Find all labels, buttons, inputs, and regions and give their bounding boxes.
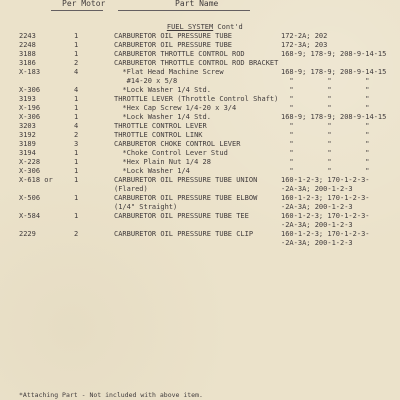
table-row bbox=[0, 203, 400, 212]
part-number: X-584 bbox=[19, 212, 41, 220]
table-row bbox=[0, 122, 400, 131]
part-name: THROTTLE LEVER (Throttle Control Shaft) bbox=[114, 95, 279, 103]
part-name: THROTTLE CONTROL LEVER bbox=[114, 122, 207, 130]
part-name: *Hex Plain Nut 1/4 28 bbox=[114, 158, 211, 166]
reference: 168-9; 178-9; 208-9-14-15 bbox=[281, 113, 387, 121]
reference: -2A-3A; 200-1-2-3 bbox=[281, 239, 353, 247]
part-name: THROTTLE CONTROL LINK bbox=[114, 131, 203, 139]
part-name: (1/4" Straight) bbox=[114, 203, 178, 211]
table-row bbox=[0, 68, 400, 77]
part-number: X-196 bbox=[19, 104, 41, 112]
part-number: 2248 bbox=[19, 41, 36, 49]
quantity: 1 bbox=[74, 158, 79, 166]
table-row bbox=[0, 32, 400, 41]
quantity: 1 bbox=[74, 32, 79, 40]
table-row bbox=[0, 176, 400, 185]
part-name: #14-20 x 5/8 bbox=[114, 77, 178, 85]
quantity: 2 bbox=[74, 230, 79, 238]
quantity: 1 bbox=[74, 167, 79, 175]
quantity: 2 bbox=[74, 131, 79, 139]
part-name: (Flared) bbox=[114, 185, 148, 193]
part-name: CARBURETOR THROTTLE CONTROL ROD BRACKET bbox=[114, 59, 279, 67]
reference: 160-1-2-3; 170-1-2-3- bbox=[281, 176, 370, 184]
part-name-header-rule bbox=[118, 10, 250, 11]
quantity: 1 bbox=[74, 113, 79, 121]
quantity: 1 bbox=[74, 104, 79, 112]
part-number: 2243 bbox=[19, 32, 36, 40]
reference: " " " bbox=[281, 95, 370, 103]
quantity: 1 bbox=[74, 149, 79, 157]
quantity: 2 bbox=[74, 59, 79, 67]
quantity: 1 bbox=[74, 95, 79, 103]
section-title-suffix: Cont'd bbox=[213, 23, 243, 31]
part-number: 3186 bbox=[19, 59, 36, 67]
part-name: CARBURETOR OIL PRESSURE TUBE ELBOW bbox=[114, 194, 258, 202]
reference: " " " bbox=[281, 104, 370, 112]
reference: 172-2A; 202 bbox=[281, 32, 328, 40]
quantity: 1 bbox=[74, 50, 79, 58]
reference: " " " bbox=[281, 167, 370, 175]
part-name: CARBURETOR OIL PRESSURE TUBE bbox=[114, 32, 233, 40]
part-name: CARBURETOR OIL PRESSURE TUBE UNION bbox=[114, 176, 258, 184]
reference: " " " bbox=[281, 131, 370, 139]
part-number: 2229 bbox=[19, 230, 36, 238]
table-row bbox=[0, 149, 400, 158]
table-row bbox=[0, 140, 400, 149]
reference: " " " bbox=[281, 140, 370, 148]
part-name: CARBURETOR THROTTLE CONTROL ROD bbox=[114, 50, 245, 58]
table-row bbox=[0, 113, 400, 122]
table-row bbox=[0, 167, 400, 176]
reference: 168-9; 178-9; 208-9-14-15 bbox=[281, 50, 387, 58]
table-row bbox=[0, 230, 400, 239]
footnote: *Attaching Part - Not included with above item. bbox=[19, 391, 203, 399]
part-name: CARBURETOR OIL PRESSURE TUBE CLIP bbox=[114, 230, 254, 238]
quantity: 1 bbox=[74, 194, 79, 202]
part-number: X-618 or bbox=[19, 176, 53, 184]
part-number: X-306 bbox=[19, 113, 41, 121]
quantity: 1 bbox=[74, 176, 79, 184]
part-number: 3189 bbox=[19, 140, 36, 148]
part-number: X-306 bbox=[19, 86, 41, 94]
quantity: 3 bbox=[74, 140, 79, 148]
part-name: CARBURETOR OIL PRESSURE TUBE TEE bbox=[114, 212, 249, 220]
per-motor-header-rule bbox=[51, 10, 103, 11]
reference: " " " bbox=[281, 77, 370, 85]
part-name: *Lock Washer 1/4 bbox=[114, 167, 190, 175]
part-number: X-228 bbox=[19, 158, 41, 166]
reference: -2A-3A; 200-1-2-3 bbox=[281, 185, 353, 193]
table-row bbox=[0, 212, 400, 221]
reference: 160-1-2-3; 170-1-2-3- bbox=[281, 230, 370, 238]
part-number: 3203 bbox=[19, 122, 36, 130]
table-row bbox=[0, 158, 400, 167]
part-number: X-506 bbox=[19, 194, 41, 202]
table-row bbox=[0, 104, 400, 113]
table-row bbox=[0, 194, 400, 203]
quantity: 1 bbox=[74, 41, 79, 49]
part-name-header: Part Name bbox=[175, 0, 219, 8]
quantity: 4 bbox=[74, 122, 79, 130]
reference: " " " bbox=[281, 122, 370, 130]
part-name: *Flat Head Machine Screw bbox=[114, 68, 224, 76]
part-name: CARBURETOR CHOKE CONTROL LEVER bbox=[114, 140, 241, 148]
reference: -2A-3A; 200-1-2-3 bbox=[281, 221, 353, 229]
table-row bbox=[0, 221, 400, 230]
part-number: 3188 bbox=[19, 50, 36, 58]
part-number: 3192 bbox=[19, 131, 36, 139]
part-number: 3194 bbox=[19, 149, 36, 157]
quantity: 4 bbox=[74, 86, 79, 94]
reference: 168-9; 178-9; 208-9-14-15 bbox=[281, 68, 387, 76]
part-number: X-306 bbox=[19, 167, 41, 175]
table-row bbox=[0, 95, 400, 104]
part-name: *Choke Control Lever Stud bbox=[114, 149, 228, 157]
table-row bbox=[0, 185, 400, 194]
reference: " " " bbox=[281, 158, 370, 166]
reference: 172-3A; 203 bbox=[281, 41, 328, 49]
section-title-main: FUEL SYSTEM bbox=[166, 23, 214, 31]
quantity: 1 bbox=[74, 212, 79, 220]
table-row bbox=[0, 77, 400, 86]
per-motor-header: Per Motor bbox=[62, 0, 106, 8]
table-row bbox=[0, 50, 400, 59]
part-name: *Lock Washer 1/4 Std. bbox=[114, 86, 211, 94]
quantity: 4 bbox=[74, 68, 79, 76]
reference: -2A-3A; 200-1-2-3 bbox=[281, 203, 353, 211]
reference: " " " bbox=[281, 149, 370, 157]
reference: 160-1-2-3; 170-1-2-3- bbox=[281, 212, 370, 220]
table-row bbox=[0, 41, 400, 50]
part-name: *Lock Washer 1/4 Std. bbox=[114, 113, 211, 121]
table-row bbox=[0, 59, 400, 68]
part-number: X-183 bbox=[19, 68, 41, 76]
part-name: *Hex Cap Screw 1/4-20 x 3/4 bbox=[114, 104, 237, 112]
part-name: CARBURETOR OIL PRESSURE TUBE bbox=[114, 41, 233, 49]
reference: " " " bbox=[281, 86, 370, 94]
table-row bbox=[0, 239, 400, 248]
table-row bbox=[0, 131, 400, 140]
table-row bbox=[0, 86, 400, 95]
reference: 160-1-2-3; 170-1-2-3- bbox=[281, 194, 370, 202]
part-number: 3193 bbox=[19, 95, 36, 103]
